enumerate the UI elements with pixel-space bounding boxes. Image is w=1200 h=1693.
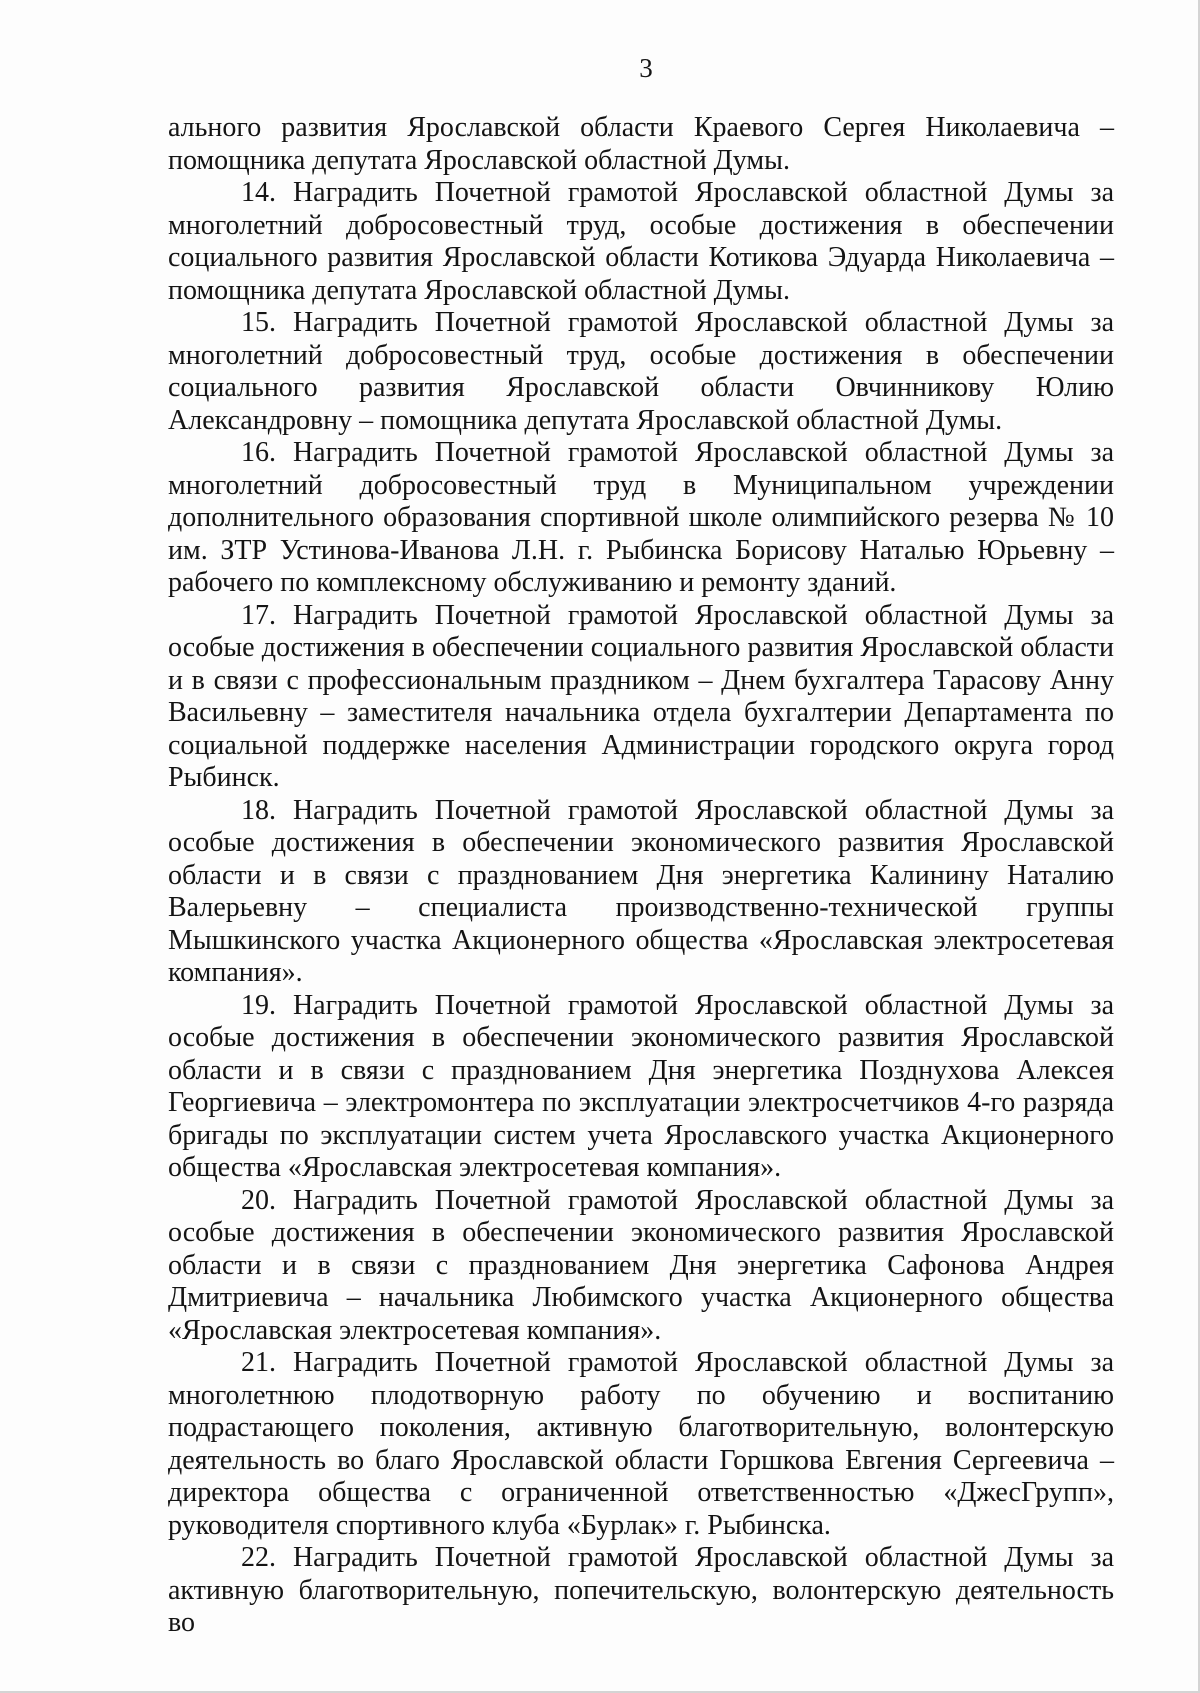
paragraph-item-20: 20. Наградить Почетной грамотой Ярославской областной Думы за особые достижения в обеспечении экономического развития Ярославской области и в связи с празднованием Дня энергетика Сафонова Андрея Дмитриевича – начальника Любимского участка Акционерного общества «Ярославская электросетевая компания».	[168, 1184, 1114, 1346]
document-body	[168, 112, 1114, 1640]
paragraph-item-21: 21. Наградить Почетной грамотой Ярославской областной Думы за многолетнюю плодотворную работу по обучению и воспитанию подрастающего поколения, активную благотворительную, волонтерскую деятельность во благо Ярославской области Горшкова Евгения Сергеевича – директора общества с ограниченной ответственностью «ДжесГрупп», руководителя спортивного клуба «Бурлак» г. Рыбинска.	[168, 1347, 1114, 1541]
paragraph-item-22: 22. Наградить Почетной грамотой Ярославской областной Думы за активную благотворительную, попечительскую, волонтерскую деятельность во	[168, 1542, 1114, 1638]
paragraph-item-16: 16. Наградить Почетной грамотой Ярославской областной Думы за многолетний добросовестный труд в Муниципальном учреждении дополнительного образования спортивной школе олимпийского резерва № 10 им. ЗТР Устинова-Иванова Л.Н. г. Рыбинска Борисову Наталью Юрьевну – рабочего по комплексному обслуживанию и ремонту зданий.	[168, 437, 1114, 598]
paragraph-item-14: 14. Наградить Почетной грамотой Ярославской областной Думы за многолетний добросовестный труд, особые достижения в обеспечении социального развития Ярославской области Котикова Эдуарда Николаевича – помощника депутата Ярославской областной Думы.	[168, 177, 1114, 306]
paragraph-item-19: 19. Наградить Почетной грамотой Ярославской областной Думы за особые достижения в обеспечении экономического развития Ярославской области и в связи с празднованием Дня энергетика Позднухова Алексея Георгиевича – электромонтера по эксплуатации электросчетчиков 4-го разряда бригады по эксплуатации систем учета Ярославского участка Акционерного общества «Ярославская электросетевая компания».	[168, 989, 1114, 1183]
page-number: 3	[639, 53, 653, 83]
paragraph-item-18: 18. Наградить Почетной грамотой Ярославской областной Думы за особые достижения в обеспечении экономического развития Ярославской области и в связи с празднованием Дня энергетика Калинину Наталию Валерьевну – специалиста производственно-технической группы Мышкинского участка Акционерного общества «Ярославская электросетевая компания».	[168, 794, 1114, 988]
paragraph-item-15: 15. Наградить Почетной грамотой Ярославской областной Думы за многолетний добросовестный труд, особые достижения в обеспечении социального развития Ярославской области Овчинникову Юлию Александровну – помощника депутата Ярославской областной Думы.	[168, 307, 1114, 436]
paragraph-continuation: ального развития Ярославской области Краевого Сергея Николаевича – помощника депутата Ярославской областной Думы.	[168, 112, 1114, 176]
paragraph-item-17: 17. Наградить Почетной грамотой Ярославской областной Думы за особые достижения в обеспечении социального развития Ярославской области и в связи с профессиональным праздником – Днем бухгалтера Тарасову Анну Васильевну – заместителя начальника отдела бухгалтерии Департамента по социальной поддержке населения Администрации городского округа город Рыбинск.	[168, 599, 1114, 793]
